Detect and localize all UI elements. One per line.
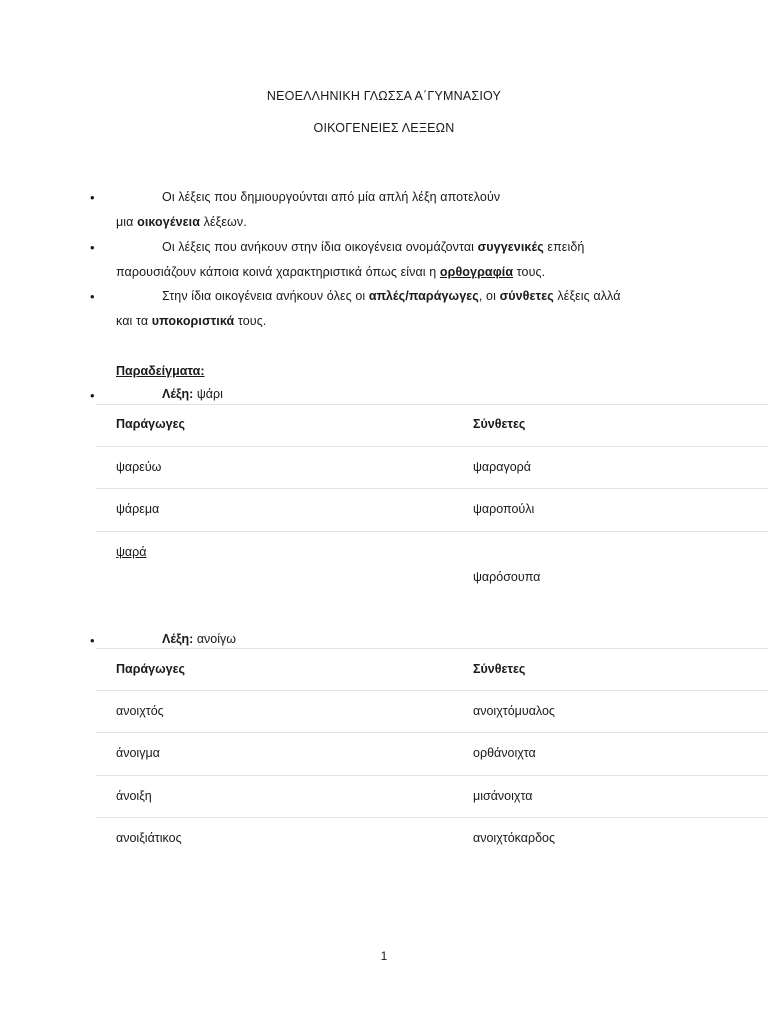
family-2-header-derived: Παράγωγες — [116, 662, 186, 676]
bullet-marker: • — [90, 190, 95, 205]
family-2-word — [162, 632, 236, 646]
family-2-header-compound: Σύνθετες — [473, 662, 526, 676]
family-2-derived-4: ανοιξιάτικος — [116, 831, 182, 845]
family-1-header-derived: Παράγωγες — [116, 417, 186, 431]
bold-term: συγγενικές — [477, 240, 544, 254]
table-rule — [96, 817, 768, 818]
examples-heading: Παραδείγματα: — [116, 364, 205, 378]
word-label: Λέξη: — [162, 632, 194, 646]
family-1-compound-1: ψαραγορά — [473, 460, 532, 474]
text-run: και τα — [116, 314, 152, 328]
family-2-derived-2: άνοιγμα — [116, 746, 160, 760]
bullet-2-line-1 — [162, 240, 584, 254]
family-1-derived-2: ψάρεμα — [116, 502, 160, 516]
table-rule — [96, 531, 768, 532]
bullet-1-line-2 — [116, 215, 247, 229]
bullet-3-line-1 — [162, 289, 621, 303]
bold-term: οικογένεια — [137, 215, 201, 229]
text-run: επειδή — [543, 240, 585, 254]
family-1-compound-2: ψαροπούλι — [473, 502, 535, 516]
bold-underlined-term: ορθογραφία — [439, 265, 514, 279]
bold-term: σύνθετες — [499, 289, 554, 303]
family-2-compound-3: μισάνοιχτα — [473, 789, 533, 803]
table-rule — [96, 732, 768, 733]
bold-term: υποκοριστικά — [151, 314, 235, 328]
family-2-compound-1: ανοιχτόμυαλος — [473, 704, 555, 718]
word-value: ψάρι — [196, 387, 223, 401]
bullet-1-line-1: Οι λέξεις που δημιουργούνται από μία απλή λέξη αποτελούν — [162, 190, 501, 204]
family-2-derived-1: ανοιχτός — [116, 704, 164, 718]
text-run: τους. — [513, 265, 546, 279]
bullet-3-line-2 — [116, 314, 266, 328]
family-2-derived-3: άνοιξη — [116, 789, 152, 803]
word-value: ανοίγω — [196, 632, 237, 646]
text-run: Στην ίδια οικογένεια ανήκουν όλες οι — [162, 289, 369, 303]
text-run: παρουσιάζουν κάποια κοινά χαρακτηριστικά όπως είναι η — [116, 265, 440, 279]
table-rule — [96, 775, 768, 776]
family-1-derived-3: ψαρά — [116, 545, 147, 559]
table-rule — [96, 690, 768, 691]
page-number: 1 — [380, 949, 388, 963]
word-label: Λέξη: — [162, 387, 194, 401]
text-run: μια — [116, 215, 138, 229]
family-1-header-compound: Σύνθετες — [473, 417, 526, 431]
text-run: Οι λέξεις που ανήκουν στην ίδια οικογένεια ονομάζονται — [162, 240, 478, 254]
text-run: , οι — [478, 289, 500, 303]
table-rule — [96, 648, 768, 649]
bold-term: απλές/παράγωγες — [368, 289, 479, 303]
text-run: τους. — [234, 314, 267, 328]
bullet-marker: • — [90, 388, 95, 403]
family-1-word — [162, 387, 223, 401]
table-rule — [96, 488, 768, 489]
bullet-marker: • — [90, 289, 95, 304]
family-2-compound-4: ανοιχτόκαρδος — [473, 831, 556, 845]
text-run: λέξεων. — [200, 215, 247, 229]
family-1-derived-1: ψαρεύω — [116, 460, 162, 474]
family-1-compound-3: ψαρόσουπα — [473, 570, 541, 584]
text-run: λέξεις αλλά — [553, 289, 621, 303]
bullet-marker: • — [90, 240, 95, 255]
table-rule — [96, 446, 768, 447]
bullet-2-line-2 — [116, 265, 545, 279]
document-subtitle: ΟΙΚΟΓΕΝΕΙΕΣ ΛΕΞΕΩΝ — [313, 121, 455, 135]
family-2-compound-2: ορθάνοιχτα — [473, 746, 536, 760]
document-title: ΝΕΟΕΛΛΗΝΙΚΗ ΓΛΩΣΣΑ Α΄ΓΥΜΝΑΣΙΟΥ — [266, 89, 502, 103]
bullet-marker: • — [90, 633, 95, 648]
table-rule — [96, 404, 768, 405]
